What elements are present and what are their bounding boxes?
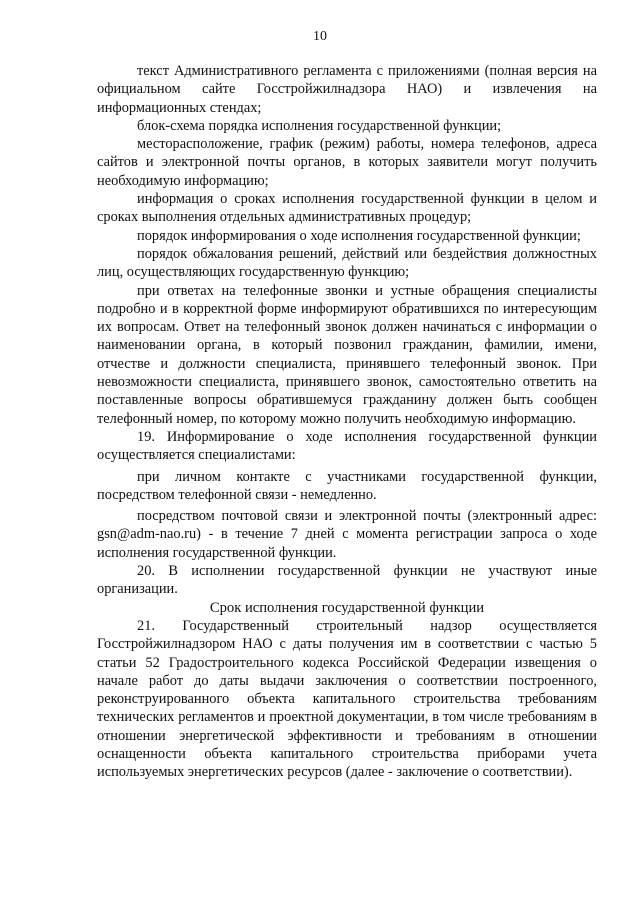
- paragraph: при ответах на телефонные звонки и устные обращения специалисты подробно и в корректной форме информируют обратившихся по интересующим их вопросам. Ответ на телефонный звонок должен начинаться с информации о наименовании органа, в который позвонил гражданин, фамилии, имени, отчестве и должности специалиста, принявшего телефонный звонок. При невозможности специалиста, принявшего звонок, самостоятельно ответить на поставленные вопросы обратившемуся гражданину должен быть сообщен телефонный номер, по которому можно получить необходимую информацию.: [97, 282, 597, 427]
- paragraph: при личном контакте с участниками государственной функции, посредством телефонной связи - немедленно.: [97, 468, 597, 503]
- paragraph: месторасположение, график (режим) работы, номера телефонов, адреса сайтов и электронной почты органов, в которых заявители могут получить необходимую информацию;: [97, 136, 597, 189]
- page-number: 10: [313, 29, 327, 44]
- section-heading: Срок исполнения государственной функции: [209, 599, 485, 616]
- paragraph: 21. Государственный строительный надзор осуществляется Госстройжилнадзором НАО с даты получения им в соответствии с частью 5 статьи 52 Градостроительного кодекса Российской Федерации извещения о начале работ до даты выдачи заключения о соответствии построенного, реконструированного объекта капитального строительства требованиям технических регламентов и проектной документации, в том числе требованиям в отношении энергетической эффективности и требованиям в отношении оснащенности объекта капитального строительства приборами учета используемых энергетических ресурсов (далее - заключение о соответствии).: [97, 617, 597, 781]
- paragraph: блок-схема порядка исполнения государственной функции;: [137, 117, 502, 134]
- paragraph: порядок обжалования решений, действий или бездействия должностных лиц, осуществляющих государственную функцию;: [97, 245, 597, 281]
- paragraph: текст Административного регламента с приложениями (полная версия на официальном сайте Госстройжилнадзора НАО) и извлечения на информационных стендах;: [97, 63, 597, 116]
- paragraph: информация о сроках исполнения государственной функции в целом и сроках выполнения отдельных административных процедур;: [97, 191, 597, 226]
- paragraph: 19. Информирование о ходе исполнения государственной функции осуществляется специалистами:: [97, 428, 597, 464]
- paragraph: 20. В исполнении государственной функции не участвуют иные организации.: [97, 563, 597, 598]
- paragraph: порядок информирования о ходе исполнения государственной функции;: [137, 227, 581, 244]
- document-body: [97, 62, 597, 782]
- paragraph: посредством почтовой связи и электронной почты (электронный адрес: gsn@adm-nao.ru) - в течение 7 дней с момента регистрации запроса о ходе исполнения государственной функции.: [97, 508, 597, 561]
